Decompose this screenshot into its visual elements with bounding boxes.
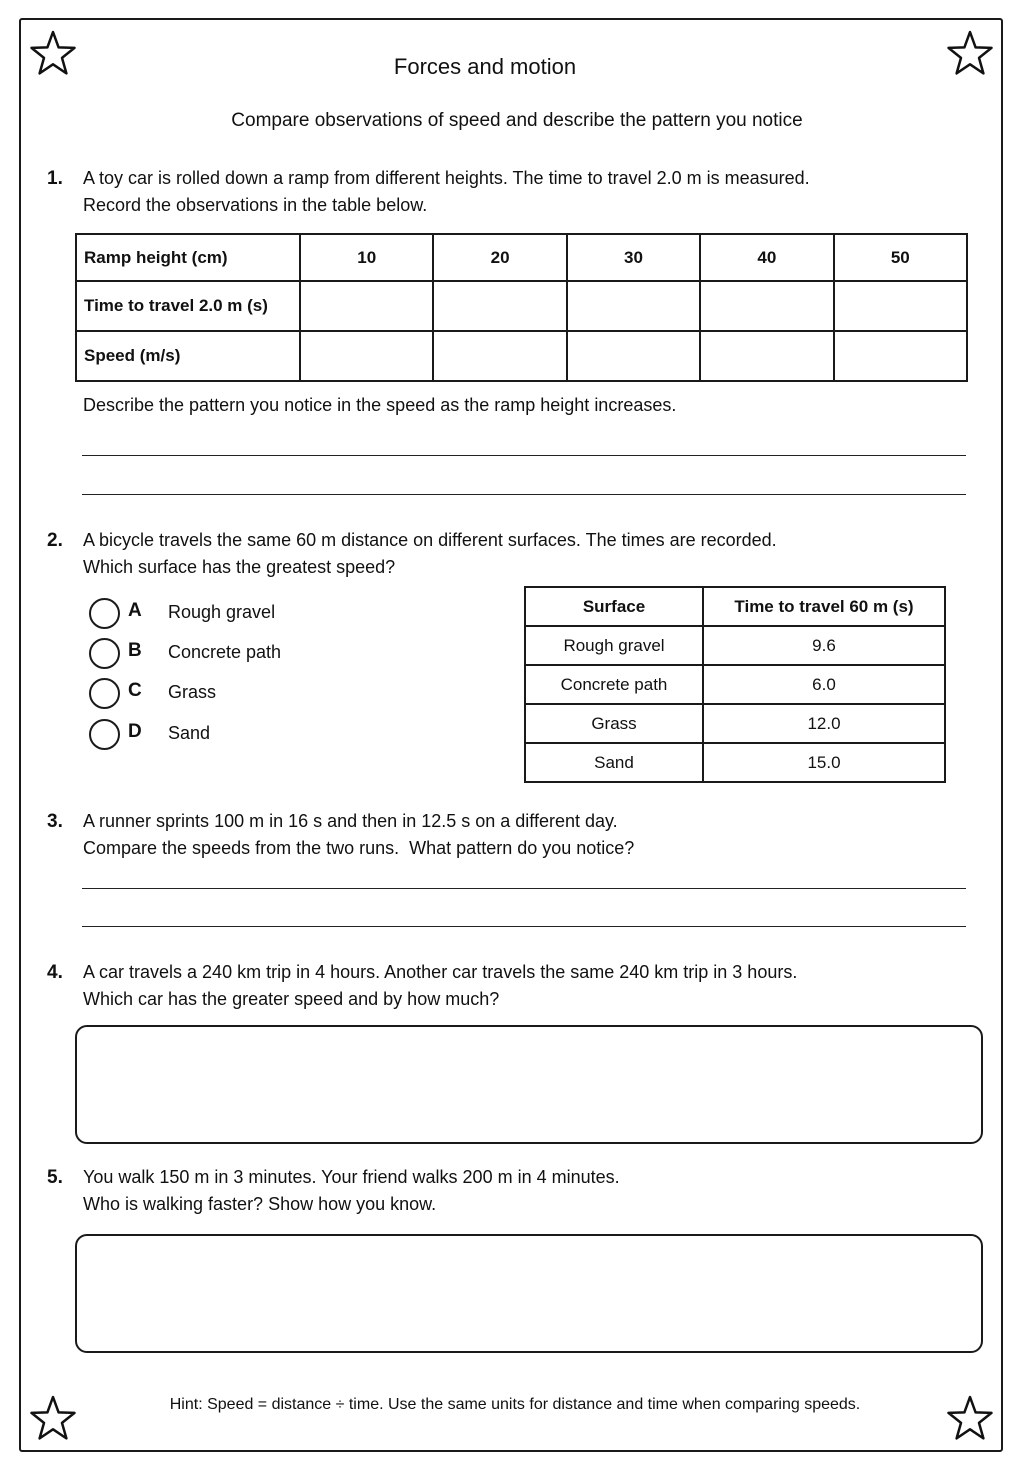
answer-box[interactable]	[75, 1025, 983, 1144]
question-text: A runner sprints 100 m in 16 s and then in 12.5 s on a different day. Compare the speeds from the two runs. What pattern do you notice?	[83, 811, 635, 858]
table-row	[525, 704, 945, 743]
option-text: Rough gravel	[168, 602, 276, 622]
answer-line[interactable]	[82, 455, 966, 456]
height-cell: 30	[567, 234, 700, 281]
row-header: Speed (m/s)	[76, 331, 300, 381]
answer-cell[interactable]	[433, 281, 566, 331]
column-header: Time to travel 60 m (s)	[703, 587, 945, 626]
answer-line[interactable]	[82, 926, 966, 927]
answer-box[interactable]	[75, 1234, 983, 1353]
question-number: 5.	[47, 1167, 63, 1188]
radio-circle[interactable]	[89, 598, 120, 629]
radio-circle[interactable]	[89, 638, 120, 669]
surface-table	[524, 586, 946, 783]
answer-cell[interactable]	[567, 331, 700, 381]
surface-cell: Concrete path	[525, 665, 703, 704]
question-text: You walk 150 m in 3 minutes. Your friend walks 200 m in 4 minutes. Who is walking faster? Show how you know.	[83, 1167, 620, 1214]
hint-text: Hint: Speed = distance ÷ time. Use the same units for distance and time when comparing speeds.	[169, 1396, 861, 1413]
height-cell: 10	[300, 234, 433, 281]
page-title: Forces and motion	[393, 54, 577, 79]
table-row	[76, 281, 967, 331]
surface-cell: Rough gravel	[525, 626, 703, 665]
time-cell: 6.0	[703, 665, 945, 704]
page-subtitle: Compare observations of speed and describe the pattern you notice	[231, 110, 803, 131]
question-prompt: Describe the pattern you notice in the speed as the ramp height increases.	[83, 395, 677, 415]
option-letter: A	[128, 600, 142, 621]
option-letter: B	[128, 640, 142, 661]
table-row	[525, 626, 945, 665]
time-cell: 12.0	[703, 704, 945, 743]
answer-cell[interactable]	[700, 331, 833, 381]
row-header: Ramp height (cm)	[76, 234, 300, 281]
ramp-table	[75, 233, 968, 382]
question-number: 1.	[47, 168, 63, 189]
height-cell: 20	[433, 234, 566, 281]
question-number: 3.	[47, 811, 63, 832]
question-text: A car travels a 240 km trip in 4 hours. Another car travels the same 240 km trip in 3 hours. Which car has the greater speed and by how much?	[83, 962, 798, 1009]
time-cell: 9.6	[703, 626, 945, 665]
answer-line[interactable]	[82, 888, 966, 889]
answer-cell[interactable]	[300, 331, 433, 381]
column-header: Surface	[525, 587, 703, 626]
table-row	[76, 234, 967, 281]
table-row	[525, 587, 945, 626]
option-letter: D	[128, 721, 142, 742]
question-text: A toy car is rolled down a ramp from different heights. The time to travel 2.0 m is measured. Record the observations in the table below.	[83, 168, 810, 215]
radio-circle[interactable]	[89, 719, 120, 750]
surface-cell: Sand	[525, 743, 703, 782]
time-cell: 15.0	[703, 743, 945, 782]
answer-cell[interactable]	[700, 281, 833, 331]
option-letter: C	[128, 680, 142, 701]
answer-cell[interactable]	[834, 281, 967, 331]
answer-line[interactable]	[82, 494, 966, 495]
answer-cell[interactable]	[433, 331, 566, 381]
question-text: A bicycle travels the same 60 m distance on different surfaces. The times are recorded. Which surface has the greatest speed?	[83, 530, 777, 577]
question-number: 2.	[47, 530, 63, 551]
height-cell: 50	[834, 234, 967, 281]
question-number: 4.	[47, 962, 63, 983]
option-text: Sand	[168, 723, 211, 743]
height-cell: 40	[700, 234, 833, 281]
table-row	[76, 331, 967, 381]
radio-circle[interactable]	[89, 678, 120, 709]
row-header: Time to travel 2.0 m (s)	[76, 281, 300, 331]
answer-cell[interactable]	[567, 281, 700, 331]
table-row	[525, 743, 945, 782]
surface-cell: Grass	[525, 704, 703, 743]
option-text: Grass	[168, 682, 217, 702]
table-row	[525, 665, 945, 704]
answer-cell[interactable]	[834, 331, 967, 381]
answer-cell[interactable]	[300, 281, 433, 331]
option-text: Concrete path	[168, 642, 282, 662]
